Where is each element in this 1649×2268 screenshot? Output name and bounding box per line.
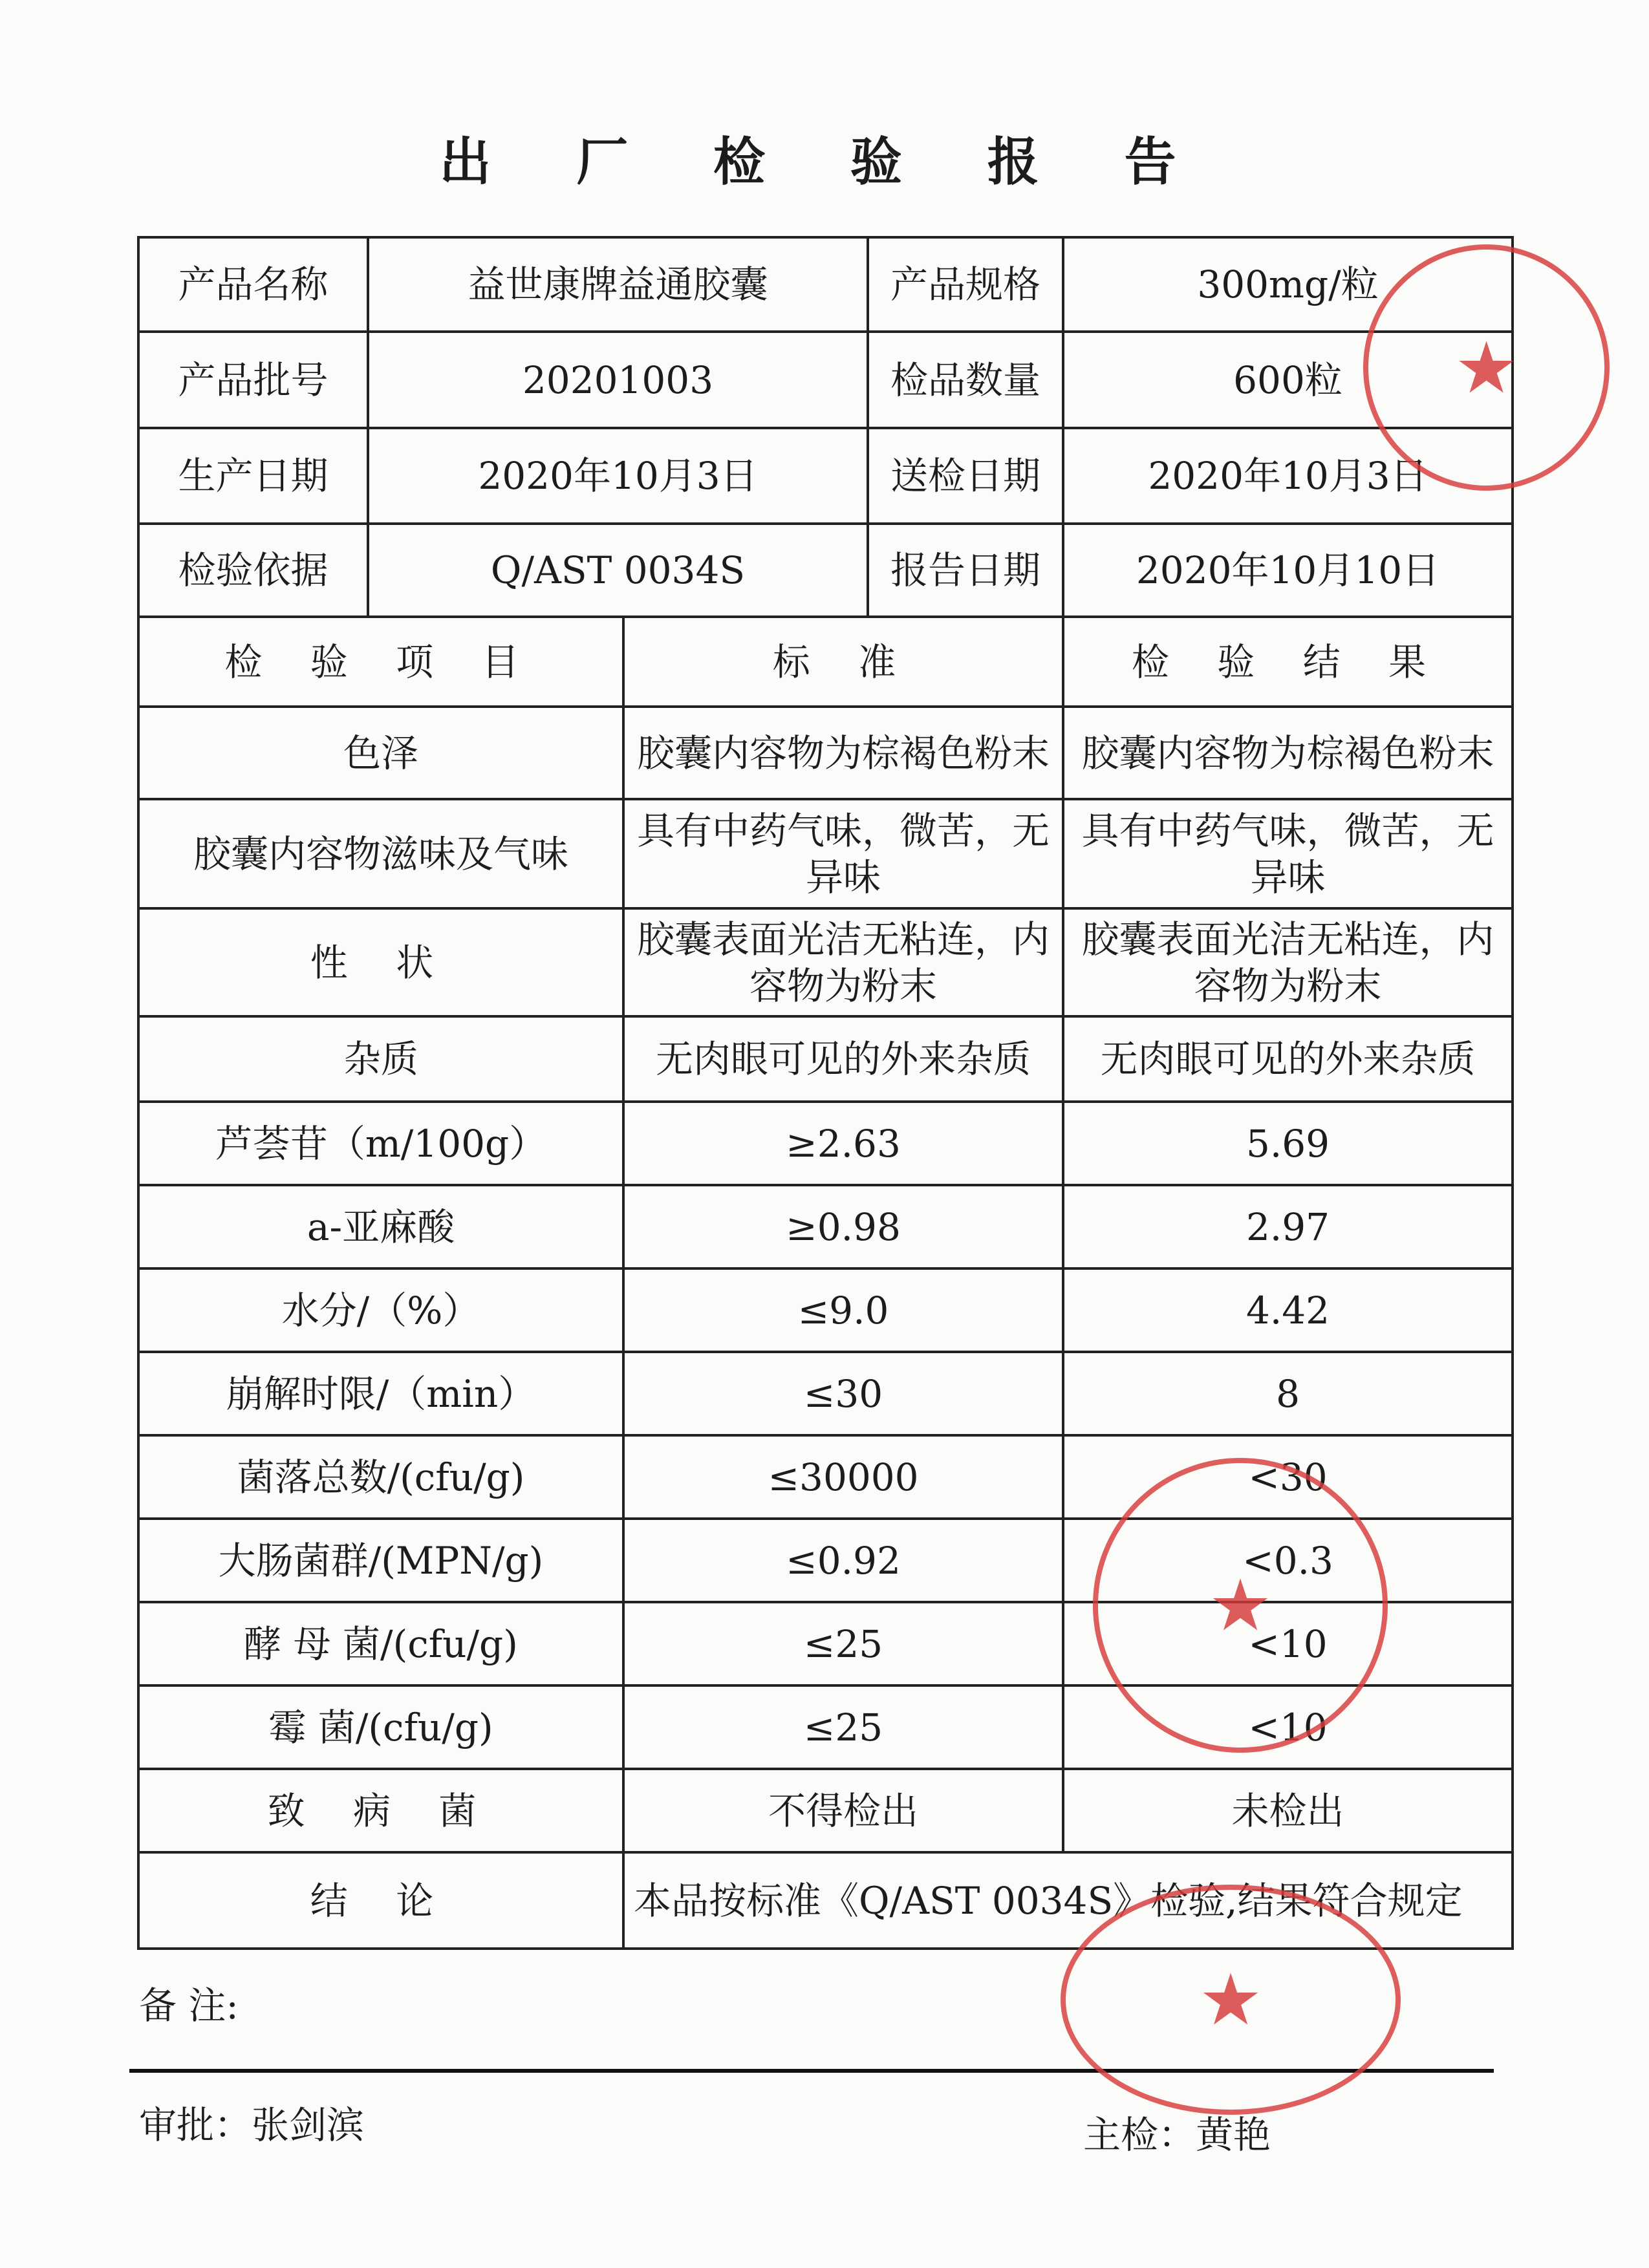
info-value: 2020年10月3日 [368,428,868,524]
info-value: 益世康牌益通胶囊 [368,237,868,332]
item-cell: 水分/（%） [138,1268,623,1352]
item-cell: 大肠菌群/(MPN/g) [138,1519,623,1602]
info-label: 送检日期 [868,428,1063,524]
info-label: 产品批号 [138,332,368,428]
result-cell: 无肉眼可见的外来杂质 [1063,1016,1513,1102]
header-standard: 标 准 [623,617,1063,707]
result-cell: 8 [1063,1352,1513,1435]
item-cell: 性 状 [138,908,623,1016]
item-cell: 杂质 [138,1016,623,1102]
star-icon: ★ [1198,1958,1263,2041]
info-label: 报告日期 [868,524,1063,617]
table-row [138,1268,1513,1352]
star-icon: ★ [1208,1564,1273,1647]
standard-cell: ≤25 [623,1602,1063,1685]
header-item: 检 验 项 目 [138,617,623,707]
item-cell: 胶囊内容物滋味及气味 [138,799,623,908]
result-cell: 具有中药气味，微苦，无异味 [1063,799,1513,908]
info-value: 2020年10月3日 [1063,428,1513,524]
standard-cell: 具有中药气味，微苦，无异味 [623,799,1063,908]
item-cell: 致 病 菌 [138,1769,623,1852]
table-row [138,1352,1513,1435]
approver: 审批：张剑滨 [139,2103,365,2147]
result-cell: <10 [1063,1685,1513,1769]
result-cell: 5.69 [1063,1102,1513,1185]
info-value: 20201003 [368,332,868,428]
info-value: 600粒 [1063,332,1513,428]
table-header-row [138,617,1513,707]
result-cell: 胶囊表面光洁无粘连，内容物为粉末 [1063,908,1513,1016]
standard-cell: ≤25 [623,1685,1063,1769]
item-cell: 酵 母 菌/(cfu/g) [138,1602,623,1685]
page-title: 出 厂 检 验 报 告 [439,131,1210,192]
standard-cell: 无肉眼可见的外来杂质 [623,1016,1063,1102]
header-result: 检 验 结 果 [1063,617,1513,707]
info-row [138,237,1513,332]
table-row [138,1016,1513,1102]
standard-cell: 胶囊内容物为棕褐色粉末 [623,707,1063,799]
result-cell: <10 [1063,1602,1513,1685]
result-cell: <30 [1063,1435,1513,1519]
info-value: 300mg/粒 [1063,237,1513,332]
conclusion-label: 结 论 [138,1852,623,1949]
standard-cell: ≤0.92 [623,1519,1063,1602]
standard-cell: ≥2.63 [623,1102,1063,1185]
inspector: 主检：黄艳 [1083,2113,1271,2157]
result-cell: 2.97 [1063,1185,1513,1268]
info-value: 2020年10月10日 [1063,524,1513,617]
item-cell: a-亚麻酸 [138,1185,623,1268]
star-icon: ★ [1454,326,1518,409]
standard-cell: ≥0.98 [623,1185,1063,1268]
result-cell: 4.42 [1063,1268,1513,1352]
info-label: 检品数量 [868,332,1063,428]
info-value: Q/AST 0034S [368,524,868,617]
info-row [138,332,1513,428]
standard-cell: 不得检出 [623,1769,1063,1852]
table-row [138,1769,1513,1852]
standard-cell: ≤9.0 [623,1268,1063,1352]
item-cell: 菌落总数/(cfu/g) [138,1435,623,1519]
item-cell: 色泽 [138,707,623,799]
table-row [138,799,1513,908]
item-cell: 霉 菌/(cfu/g) [138,1685,623,1769]
table-row [138,1102,1513,1185]
info-row [138,524,1513,617]
seal-stamp [1363,244,1610,491]
info-row [138,428,1513,524]
info-label: 生产日期 [138,428,368,524]
seal-stamp [1061,1885,1401,2115]
info-label: 产品规格 [868,237,1063,332]
remark-label: 备 注: [139,1984,239,2027]
result-cell: 胶囊内容物为棕褐色粉末 [1063,707,1513,799]
table-row [138,707,1513,799]
table-row [138,1185,1513,1268]
conclusion-text: 本品按标准《Q/AST 0034S》检验,结果符合规定 [623,1852,1513,1949]
standard-cell: ≤30000 [623,1435,1063,1519]
result-cell: 未检出 [1063,1769,1513,1852]
info-label: 检验依据 [138,524,368,617]
seal-stamp [1093,1458,1388,1753]
item-cell: 崩解时限/（min） [138,1352,623,1435]
table-row [138,908,1513,1016]
standard-cell: ≤30 [623,1352,1063,1435]
item-cell: 芦荟苷（m/100g） [138,1102,623,1185]
standard-cell: 胶囊表面光洁无粘连，内容物为粉末 [623,908,1063,1016]
info-label: 产品名称 [138,237,368,332]
result-cell: <0.3 [1063,1519,1513,1602]
